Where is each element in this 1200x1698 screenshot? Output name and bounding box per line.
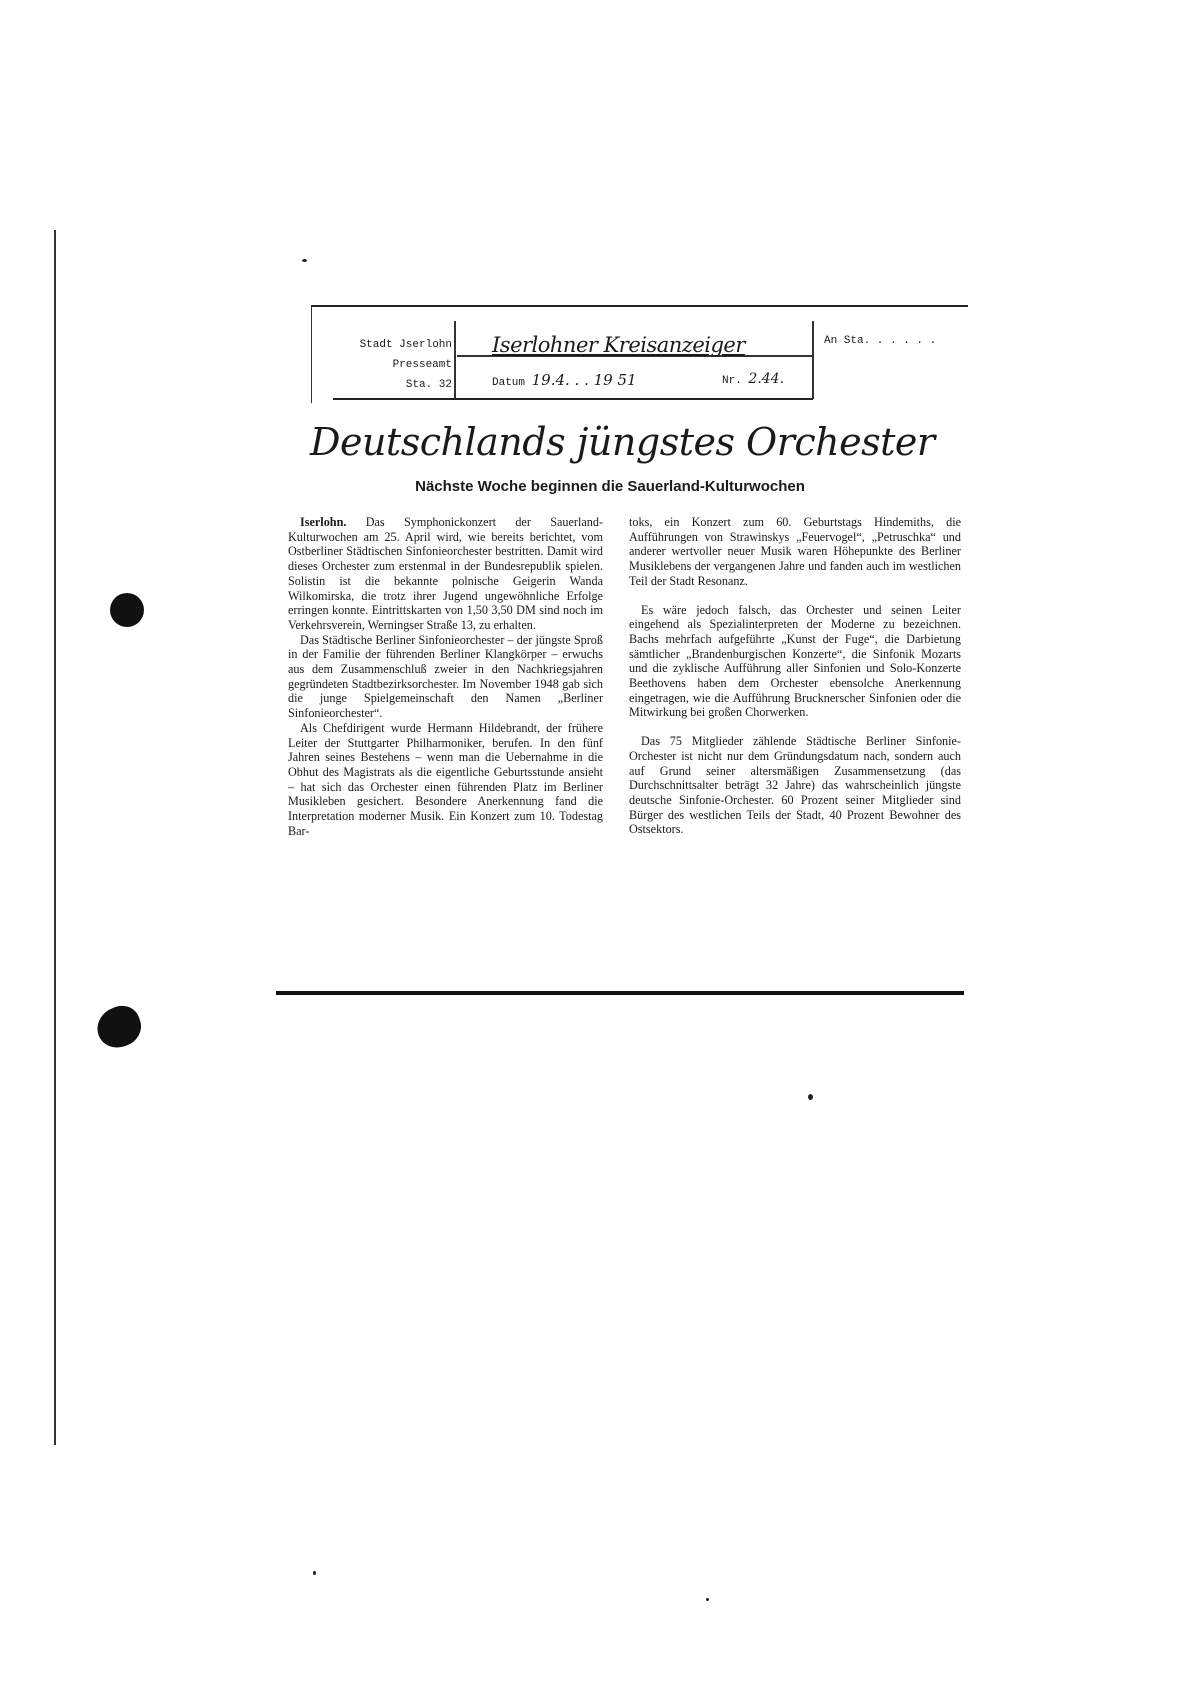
article-bottom-rule xyxy=(276,991,964,995)
article-column-2 xyxy=(629,515,961,837)
number-value: 2.44. xyxy=(748,371,785,387)
issuer-stamp xyxy=(352,335,452,395)
article-paragraph: Das 75 Mitglieder zählende Städtische Berliner Sinfonie-Orchester ist nicht nur dem Gründungsdatum nach, sondern auch auf Grund seiner altersmäßigen Zusammensetzung (das Durchschnittsalter beträgt 32 Jahre) das wahrscheinlich jüngste deutsche Sinfonie-Orchester. 60 Prozent seiner Mitglieder sind Bürger des westlichen Teils der Stadt, 40 Prozent Bewohner des Ostsektors. xyxy=(629,734,961,837)
issuer-line: Stadt Jserlohn xyxy=(359,339,452,351)
speck xyxy=(313,1571,316,1575)
header-bottom-rule xyxy=(333,398,813,400)
paragraph-text: Das Symphonickonzert der Sauerland-Kulturwochen am 25. April wird, wie bereits berichtet, vom Ostberliner Städtischen Sinfonieorchester bestritten. Damit wird dieses Orchester zum erstenmal in der Bundesrepublik spielen. Solistin ist die bekannte polnische Geigerin Wanda Wilkomirska, die trotz ihrer Jugend ungewöhnliche Erfolge erringen konnte. Eintrittskarten von 1,50 3,50 DM sind noch im Verkehrsverein, Werningser Straße 13, zu erhalten. xyxy=(288,515,604,632)
speck xyxy=(808,1094,813,1100)
header-divider xyxy=(812,321,814,399)
date-field xyxy=(492,371,637,389)
speck xyxy=(706,1598,709,1601)
article-paragraph: Es wäre jedoch falsch, das Orchester und seinen Leiter eingehend als Spezialinterpreten der Moderne zu bezeichnen. Bachs mehrfach aufgeführte „Kunst der Fuge“, die Darbietung sämtlicher „Brandenburgischen Konzerte“, die Sinfonik Mozarts und die zyklische Aufführung aller Sinfonien und Solo-Konzerte Beethovens haben dem Orchester ebensolche Anerkennung eingetragen, wie die Aufführung Brucknerscher Sinfonien oder die Mitwirkung bei großen Chorwerken. xyxy=(629,602,961,720)
issuer-line: Presseamt xyxy=(392,359,452,371)
dateline: Iserlohn. xyxy=(300,515,347,529)
date-label: Datum xyxy=(492,377,526,389)
punch-hole-top xyxy=(110,593,144,627)
article-paragraph xyxy=(288,515,603,633)
article-paragraph: Das Städtische Berliner Sinfonieorchester – der jüngste Sproß in der Familie der führenden Berliner Klangkörper – erwuchs aus dem Zusammenschluß zweier in den Nachkriegsjahren gegründeten Stadtbezirksorchester. Im November 1948 gab sich die junge Spielgemeinschaft den Namen „Berliner Sinfonieorchester“. xyxy=(288,632,603,721)
newspaper-name: Iserlohner Kreisanzeiger xyxy=(492,333,745,357)
number-field xyxy=(722,371,784,387)
an-sta-field: An Sta. . . . . . xyxy=(824,335,937,347)
article-column-1 xyxy=(288,515,603,838)
article-headline: Deutschlands jüngstes Orchester xyxy=(310,420,935,464)
punch-hole-bottom xyxy=(91,1001,146,1054)
speck xyxy=(302,259,307,262)
clipping-header-box xyxy=(311,305,968,403)
article-paragraph: Als Chefdirigent wurde Hermann Hildebrandt, der frühere Leiter der Stuttgarter Philharmoniker, berufen. In den fünf Jahren seines Bestehens – wenn man die Uebernahme in die Obhut des Magistrats als die eigentliche Geburtsstunde ansieht – hat sich das Orchester einen führenden Platz im Berliner Musikleben gesichert. Besondere Anerkennung fand die Interpretation moderner Musik. Ein Konzert zum 10. Todestag Bar- xyxy=(288,720,603,838)
issuer-line: Sta. 32 xyxy=(405,379,452,391)
header-divider xyxy=(454,321,456,399)
date-value: 19.4. . . 19 51 xyxy=(531,371,637,389)
article-paragraph: toks, ein Konzert zum 60. Geburtstags Hindemiths, die Aufführungen von Strawinskys „Feuervogel“, „Petruschka“ und anderer wertvoller neuer Musik waren Höhepunkte des Berliner Musiklebens der vergangenen Jahre und fanden auch im westlichen Teil der Stadt Resonanz. xyxy=(629,515,961,588)
left-margin-line xyxy=(54,230,56,1445)
number-label: Nr. xyxy=(722,375,742,387)
article-subhead: Nächste Woche beginnen die Sauerland-Kulturwochen xyxy=(415,478,805,495)
